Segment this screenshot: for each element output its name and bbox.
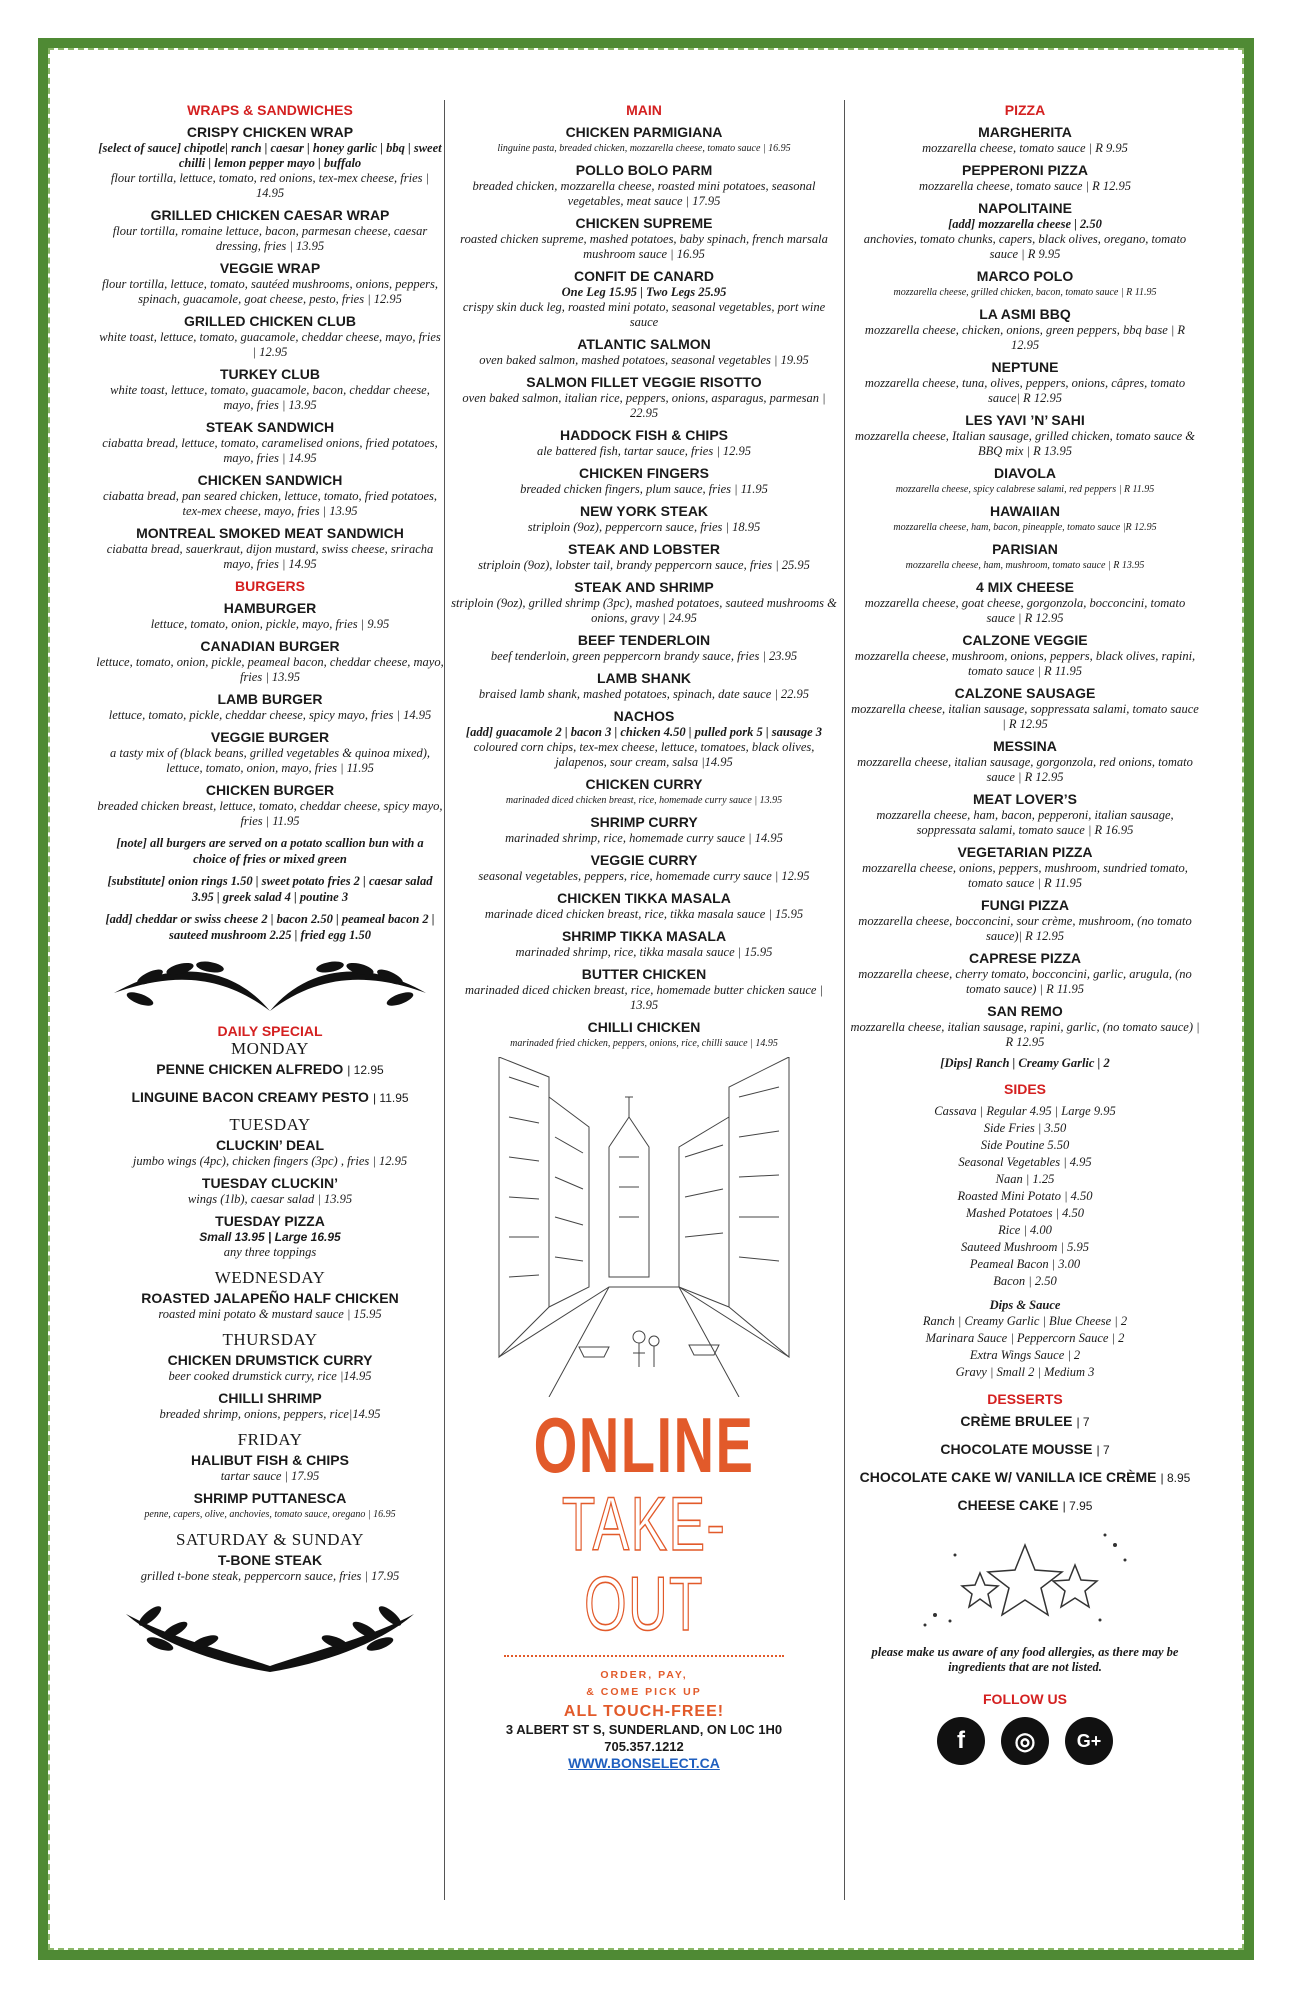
stars-decoration-icon — [905, 1525, 1145, 1635]
item-name: CANADIAN BURGER — [200, 638, 340, 654]
item-desc: mozzarella cheese, tomato sauce | R 12.95 — [919, 179, 1131, 193]
item-options: [add] guacamole 2 | bacon 3 | chicken 4.50 | pulled pork 5 | sausage 3 — [465, 725, 823, 739]
item-name: MARGHERITA — [978, 124, 1072, 140]
item-desc: braised lamb shank, mashed potatoes, spinach, date sauce | 22.95 — [478, 687, 810, 701]
side-item: Side Poutine 5.50 — [980, 1138, 1070, 1152]
item-desc: jumbo wings (4pc), chicken fingers (3pc) , fries | 12.95 — [132, 1154, 408, 1168]
menu-item — [450, 465, 838, 497]
item-desc: white toast, lettuce, tomato, guacamole, bacon, cheddar cheese, mayo, fries | 13.95 — [110, 383, 430, 412]
menu-item — [450, 632, 838, 664]
item-name: HADDOCK FISH & CHIPS — [559, 427, 728, 443]
menu-item — [850, 579, 1200, 626]
item-name: CHILLI CHICKEN — [587, 1019, 701, 1035]
item-name: LAMB BURGER — [217, 691, 323, 707]
menu-item — [96, 260, 444, 307]
menu-item — [96, 691, 444, 723]
menu-item — [850, 465, 1200, 497]
item-name: CRISPY CHICKEN WRAP — [186, 124, 354, 140]
item-name: PEPPERONI PIZZA — [961, 162, 1089, 178]
dessert-item — [850, 1469, 1200, 1487]
side-item: Peameal Bacon | 3.00 — [969, 1257, 1081, 1271]
menu-item — [450, 427, 838, 459]
item-name: HAWAIIAN — [990, 503, 1060, 519]
item-desc: mozzarella cheese, tuna, olives, peppers, onions, câpres, tomato sauce| R 12.95 — [864, 376, 1186, 405]
wraps-list — [96, 124, 444, 572]
item-desc: striploin (9oz), peppercorn sauce, fries | 18.95 — [527, 520, 761, 534]
item-desc: mozzarella cheese, spicy calabrese salami, red peppers | R 11.95 — [895, 484, 1155, 495]
item-name: STEAK SANDWICH — [205, 419, 335, 435]
menu-item — [96, 600, 444, 632]
item-options: [select of sauce] chipotle| ranch | caesar | honey garlic | bbq | sweet chilli | lemon pepper mayo | buffalo — [98, 141, 442, 170]
item-desc: mozzarella cheese, tomato sauce | R 9.95 — [922, 141, 1128, 155]
laurel-wreath-icon — [120, 1594, 420, 1674]
burgers-list — [96, 600, 444, 943]
menu-item — [96, 366, 444, 413]
menu-item — [850, 791, 1200, 838]
item-name: ATLANTIC SALMON — [577, 336, 711, 352]
laurel-divider-icon — [110, 953, 430, 1013]
item-desc: marinaded diced chicken breast, rice, homemade butter chicken sauce | 13.95 — [464, 983, 824, 1012]
menu-item — [850, 738, 1200, 785]
section-title-burgers: BURGERS — [234, 578, 305, 594]
item-name: LES YAVI ’N’ SAHI — [965, 412, 1085, 428]
menu-item — [850, 412, 1200, 459]
item-desc: flour tortilla, lettuce, tomato, red onions, tex-mex cheese, fries | 14.95 — [110, 171, 430, 200]
item-name: NACHOS — [613, 708, 675, 724]
day-wednesday: WEDNESDAY — [214, 1268, 326, 1287]
burger-note: [note] all burgers are served on a potato scallion bun with a choice of fries or mixed green — [116, 836, 424, 866]
main-list — [450, 124, 838, 1051]
item-desc: lettuce, tomato, onion, pickle, mayo, fries | 9.95 — [150, 617, 390, 631]
follow-us-title: FOLLOW US — [983, 1691, 1067, 1707]
item-name: STEAK AND LOBSTER — [568, 541, 720, 557]
item-desc: coloured corn chips, tex-mex cheese, lettuce, tomatoes, black olives, jalapenos, sour cream, salsa |14.95 — [473, 740, 815, 769]
menu-item — [450, 776, 838, 808]
item-name: BUTTER CHICKEN — [581, 966, 707, 982]
item-name: CALZONE VEGGIE — [962, 632, 1088, 648]
promo-touch-free: ALL TOUCH-FREE! — [563, 1703, 725, 1720]
item-name: TUESDAY CLUCKIN’ — [201, 1175, 339, 1191]
item-name: TURKEY CLUB — [219, 366, 321, 382]
item-name: SHRIMP PUTTANESCA — [193, 1490, 347, 1506]
menu-item — [450, 162, 838, 209]
item-desc: mozzarella cheese, cherry tomato, bocconcini, garlic, arugula, (no tomato sauce) | R 11.95 — [858, 967, 1192, 996]
item-name: CHICKEN SUPREME — [575, 215, 713, 231]
item-desc: mozzarella cheese, chicken, onions, green peppers, bbq base | R 12.95 — [864, 323, 1186, 352]
item-name: HAMBURGER — [223, 600, 317, 616]
menu-item — [450, 503, 838, 535]
website-link[interactable]: WWW.BONSELECT.CA — [568, 1755, 720, 1771]
menu-item — [850, 685, 1200, 732]
column-left — [96, 96, 444, 1684]
column-right — [850, 96, 1200, 1765]
item-options: [add] mozzarella cheese | 2.50 — [948, 217, 1102, 231]
item-name: TUESDAY PIZZA — [215, 1213, 325, 1229]
menu-item — [850, 306, 1200, 353]
menu-item — [450, 852, 838, 884]
dip-item: Gravy | Small 2 | Medium 3 — [955, 1365, 1095, 1379]
side-item: Side Fries | 3.50 — [983, 1121, 1067, 1135]
menu-item — [850, 162, 1200, 194]
item-desc: ciabatta bread, lettuce, tomato, caramelised onions, fried potatoes, mayo, fries | 14.95 — [102, 436, 438, 465]
item-desc: mozzarella cheese, ham, mushroom, tomato sauce | R 13.95 — [905, 560, 1145, 571]
menu-item — [850, 268, 1200, 300]
promo-divider — [504, 1655, 784, 1657]
menu-item — [96, 525, 444, 572]
item-desc: mozzarella cheese, Italian sausage, grilled chicken, tomato sauce & BBQ mix | R 13.95 — [854, 429, 1196, 458]
item-name: SAN REMO — [987, 1003, 1063, 1019]
item-desc: any three toppings — [223, 1245, 317, 1259]
promo-online-title: ONLINE — [533, 1401, 755, 1489]
item-name: CHICKEN PARMIGIANA — [565, 124, 723, 140]
item-desc: beef tenderloin, green peppercorn brandy sauce, fries | 23.95 — [490, 649, 798, 663]
dip-item: Marinara Sauce | Peppercorn Sauce | 2 — [925, 1331, 1125, 1345]
side-item: Seasonal Vegetables | 4.95 — [958, 1155, 1092, 1169]
side-item: Roasted Mini Potato | 4.50 — [957, 1189, 1093, 1203]
menu-item — [96, 782, 444, 829]
day-thursday: THURSDAY — [222, 1330, 318, 1349]
google-plus-icon[interactable]: G+ — [1065, 1717, 1113, 1765]
promo-takeout-title: TAKE-OUT — [561, 1482, 727, 1647]
item-name: VEGETARIAN PIZZA — [957, 844, 1093, 860]
item-desc: ciabatta bread, sauerkraut, dijon mustard, swiss cheese, sriracha mayo, fries | 14.95 — [106, 542, 434, 571]
dips-sauce-title: Dips & Sauce — [989, 1298, 1061, 1312]
desserts-list — [850, 1413, 1200, 1515]
item-name: BEEF TENDERLOIN — [577, 632, 711, 648]
item-desc: penne, capers, olive, anchovies, tomato sauce, oregano | 16.95 — [144, 1509, 396, 1520]
item-desc: tartar sauce | 17.95 — [220, 1469, 320, 1483]
column-divider — [844, 100, 845, 1900]
allergy-notice: please make us aware of any food allergies, as there may be ingredients that are not listed. — [871, 1645, 1179, 1674]
item-name: CRÈME BRULEE — [960, 1413, 1073, 1429]
menu-item — [450, 708, 838, 770]
menu-item — [450, 966, 838, 1013]
item-desc: flour tortilla, lettuce, tomato, sautéed mushrooms, onions, peppers, spinach, guacamole, goat cheese, pesto, fries | 12.95 — [102, 277, 438, 306]
section-title-desserts: DESSERTS — [987, 1391, 1063, 1407]
dips-list — [850, 1313, 1200, 1381]
column-center — [450, 96, 838, 1771]
item-desc: marinade diced chicken breast, rice, tikka masala sauce | 15.95 — [484, 907, 804, 921]
item-desc: flour tortilla, romaine lettuce, bacon, parmesan cheese, caesar dressing, fries | 13.95 — [112, 224, 428, 253]
item-desc: white toast, lettuce, tomato, guacamole, cheddar cheese, mayo, fries | 12.95 — [99, 330, 441, 359]
menu-item — [450, 124, 838, 156]
menu-item — [96, 207, 444, 254]
menu-item — [850, 632, 1200, 679]
item-name: POLLO BOLO PARM — [575, 162, 713, 178]
item-name: STEAK AND SHRIMP — [574, 579, 714, 595]
item-name: CLUCKIN’ DEAL — [215, 1137, 325, 1153]
item-name: CHICKEN SANDWICH — [197, 472, 343, 488]
item-desc: breaded chicken breast, lettuce, tomato, cheddar cheese, spicy mayo, fries | 11.95 — [97, 799, 443, 828]
item-name: CHICKEN DRUMSTICK CURRY — [167, 1352, 373, 1368]
item-desc: grilled t-bone steak, peppercorn sauce, fries | 17.95 — [140, 1569, 400, 1583]
item-price: | 8.95 — [1160, 1471, 1191, 1485]
item-name: CHICKEN BURGER — [205, 782, 335, 798]
restaurant-address: 3 ALBERT ST S, SUNDERLAND, ON L0C 1H0 — [505, 1722, 783, 1737]
item-name: 4 MIX CHEESE — [975, 579, 1075, 595]
item-name: FUNGI PIZZA — [981, 897, 1069, 913]
item-name: LAMB SHANK — [596, 670, 692, 686]
side-item: Mashed Potatoes | 4.50 — [965, 1206, 1084, 1220]
item-name: MEAT LOVER’S — [973, 791, 1077, 807]
item-desc: a tasty mix of (black beans, grilled vegetables & quinoa mixed), lettuce, tomato, onion, mayo, fries | 11.95 — [109, 746, 431, 775]
menu-item — [450, 890, 838, 922]
instagram-icon[interactable]: ◎ — [1001, 1717, 1049, 1765]
item-desc: linguine pasta, breaded chicken, mozzarella cheese, tomato sauce | 16.95 — [497, 143, 791, 154]
item-name: LA ASMI BBQ — [979, 306, 1071, 322]
item-options: Small 13.95 | Large 16.95 — [199, 1230, 341, 1244]
dessert-item — [850, 1497, 1200, 1515]
side-item: Naan | 1.25 — [995, 1172, 1055, 1186]
section-title-wraps: WRAPS & SANDWICHES — [187, 102, 353, 118]
menu-item — [450, 579, 838, 626]
menu-item — [850, 844, 1200, 891]
item-desc: roasted mini potato & mustard sauce | 15.95 — [158, 1307, 382, 1321]
menu-item — [850, 200, 1200, 262]
menu-item — [850, 503, 1200, 535]
item-name: CHILLI SHRIMP — [218, 1390, 322, 1406]
item-desc: mozzarella cheese, grilled chicken, bacon, tomato sauce | R 11.95 — [893, 287, 1157, 298]
item-desc: mozzarella cheese, mushroom, onions, peppers, black olives, rapini, tomato sauce | R 11.95 — [854, 649, 1196, 678]
item-name: CHOCOLATE CAKE W/ VANILLA ICE CRÈME — [859, 1469, 1157, 1485]
item-desc: marinaded shrimp, rice, homemade curry sauce | 14.95 — [505, 831, 783, 845]
burger-addon-note: [add] cheddar or swiss cheese 2 | bacon 2.50 | peameal bacon 2 | sauteed mushroom 2.25 | fried egg 1.50 — [105, 912, 435, 942]
item-name: CHICKEN CURRY — [585, 776, 703, 792]
item-price: | 7 — [1096, 1443, 1110, 1457]
item-name: NAPOLITAINE — [978, 200, 1072, 216]
item-name: SALMON FILLET VEGGIE RISOTTO — [526, 374, 762, 390]
item-desc: anchovies, tomato chunks, capers, black olives, oregano, tomato sauce | R 9.95 — [863, 232, 1187, 261]
item-desc: lettuce, tomato, pickle, cheddar cheese, spicy mayo, fries | 14.95 — [108, 708, 432, 722]
item-price: | 7 — [1076, 1415, 1090, 1429]
menu-item — [850, 359, 1200, 406]
item-desc: marinaded shrimp, rice, tikka masala sauce | 15.95 — [515, 945, 773, 959]
item-name: NEPTUNE — [991, 359, 1059, 375]
item-name: SHRIMP TIKKA MASALA — [561, 928, 727, 944]
item-name: LINGUINE BACON CREAMY PESTO — [131, 1089, 369, 1105]
item-desc: mozzarella cheese, onions, peppers, mushroom, sundried tomato, tomato sauce | R 11.95 — [862, 861, 1188, 890]
menu-item — [450, 814, 838, 846]
promo-order-line-1: ORDER, PAY, — [600, 1669, 688, 1681]
column-divider — [444, 100, 445, 1900]
item-desc: marinaded diced chicken breast, rice, homemade curry sauce | 13.95 — [505, 795, 783, 806]
dessert-item — [850, 1413, 1200, 1431]
burger-substitute-note: [substitute] onion rings 1.50 | sweet potato fries 2 | caesar salad 3.95 | greek salad 4 | poutine 3 — [107, 874, 433, 904]
dip-item: Ranch | Creamy Garlic | Blue Cheese | 2 — [922, 1314, 1128, 1328]
menu-item — [450, 1019, 838, 1051]
item-desc: breaded chicken fingers, plum sauce, fries | 11.95 — [520, 482, 768, 496]
item-name: CAPRESE PIZZA — [968, 950, 1081, 966]
menu-item — [96, 313, 444, 360]
menu-item — [850, 897, 1200, 944]
item-desc: oven baked salmon, mashed potatoes, seasonal vegetables | 19.95 — [479, 353, 809, 367]
facebook-icon[interactable]: f — [937, 1717, 985, 1765]
item-desc: breaded shrimp, onions, peppers, rice|14.95 — [159, 1407, 381, 1421]
menu-item — [450, 268, 838, 330]
item-name: VEGGIE BURGER — [210, 729, 330, 745]
item-name: GRILLED CHICKEN CLUB — [184, 313, 356, 329]
menu-item — [450, 670, 838, 702]
item-name: CHOCOLATE MOUSSE — [940, 1441, 1093, 1457]
pizza-list — [850, 124, 1200, 1050]
menu-item — [450, 928, 838, 960]
dessert-item — [850, 1441, 1200, 1459]
item-name: VEGGIE CURRY — [590, 852, 698, 868]
menu-item — [450, 336, 838, 368]
item-name: DIAVOLA — [994, 465, 1056, 481]
item-desc: crispy skin duck leg, roasted mini potato, seasonal vegetables, port wine sauce — [462, 300, 826, 329]
item-desc: lettuce, tomato, onion, pickle, peameal bacon, cheddar cheese, mayo, fries | 13.95 — [96, 655, 444, 684]
menu-item — [450, 374, 838, 421]
item-name: SHRIMP CURRY — [590, 814, 698, 830]
section-title-pizza: PIZZA — [1004, 102, 1046, 118]
day-weekend: SATURDAY & SUNDAY — [176, 1530, 364, 1549]
item-name: CONFIT DE CANARD — [574, 268, 714, 284]
side-item: Rice | 4.00 — [998, 1223, 1052, 1237]
item-desc: striploin (9oz), grilled shrimp (3pc), mashed potatoes, sauteed mushrooms & onions, gravy | 24.95 — [451, 596, 837, 625]
item-desc: striploin (9oz), lobster tail, brandy peppercorn sauce, fries | 25.95 — [478, 558, 810, 572]
item-price: | 12.95 — [347, 1063, 384, 1077]
street-sketch-illustration — [489, 1057, 799, 1397]
item-name: T-BONE STEAK — [217, 1552, 323, 1568]
item-options: One Leg 15.95 | Two Legs 25.95 — [561, 285, 727, 299]
restaurant-phone[interactable]: 705.357.1212 — [604, 1739, 684, 1754]
item-desc: mozzarella cheese, ham, bacon, pepperoni, italian sausage, soppressata salami, tomato sauce | R 16.95 — [876, 808, 1174, 837]
item-desc: mozzarella cheese, italian sausage, gorgonzola, red onions, tomato sauce | R 12.95 — [857, 755, 1193, 784]
item-name: VEGGIE WRAP — [219, 260, 321, 276]
menu-item — [850, 124, 1200, 156]
menu-item — [450, 215, 838, 262]
item-desc: ale battered fish, tartar sauce, fries | 12.95 — [536, 444, 752, 458]
day-monday: MONDAY — [231, 1039, 309, 1058]
item-price: | 7.95 — [1062, 1499, 1093, 1513]
item-desc: wings (1lb), caesar salad | 13.95 — [187, 1192, 353, 1206]
item-name: HALIBUT FISH & CHIPS — [191, 1452, 349, 1468]
sides-list — [850, 1103, 1200, 1290]
item-desc: ciabatta bread, pan seared chicken, lettuce, tomato, fried potatoes, tex-mex cheese, mayo, fries | 13.95 — [102, 489, 438, 518]
day-tuesday: TUESDAY — [229, 1115, 311, 1134]
dip-item: Extra Wings Sauce | 2 — [969, 1348, 1081, 1362]
item-name: MESSINA — [993, 738, 1057, 754]
item-desc: seasonal vegetables, peppers, rice, homemade curry sauce | 12.95 — [478, 869, 810, 883]
item-name: CHEESE CAKE — [957, 1497, 1059, 1513]
menu-item — [850, 950, 1200, 997]
item-name: PENNE CHICKEN ALFREDO — [156, 1061, 344, 1077]
item-name: NEW YORK STEAK — [579, 503, 709, 519]
menu-item — [850, 1003, 1200, 1050]
promo-order-line-2: & COME PICK UP — [586, 1686, 702, 1698]
menu-item — [96, 419, 444, 466]
section-title-daily: DAILY SPECIAL — [217, 1023, 323, 1039]
item-name: MONTREAL SMOKED MEAT SANDWICH — [136, 525, 404, 541]
item-desc: mozzarella cheese, italian sausage, soppressata salami, tomato sauce | R 12.95 — [851, 702, 1199, 731]
item-desc: mozzarella cheese, bocconcini, sour crème, mushroom, (no tomato sauce)| R 12.95 — [858, 914, 1192, 943]
social-links — [850, 1717, 1200, 1765]
menu-item — [96, 729, 444, 776]
item-name: MARCO POLO — [976, 268, 1074, 284]
item-name: CALZONE SAUSAGE — [954, 685, 1096, 701]
menu-item — [96, 124, 444, 201]
item-name: GRILLED CHICKEN CAESAR WRAP — [150, 207, 390, 223]
item-desc: breaded chicken, mozzarella cheese, roasted mini potatoes, seasonal vegetables, meat sauce | 17.95 — [472, 179, 816, 208]
menu-item — [96, 638, 444, 685]
item-name: CHICKEN FINGERS — [579, 465, 709, 481]
side-item: Bacon | 2.50 — [993, 1274, 1057, 1288]
item-price: | 11.95 — [372, 1091, 409, 1105]
item-name: ROASTED JALAPEÑO HALF CHICKEN — [141, 1290, 399, 1306]
item-desc: mozzarella cheese, goat cheese, gorgonzola, bocconcini, tomato sauce | R 12.95 — [864, 596, 1186, 625]
item-desc: mozzarella cheese, italian sausage, rapini, garlic, (no tomato sauce) | R 12.95 — [850, 1020, 1200, 1049]
item-name: PARISIAN — [992, 541, 1058, 557]
item-desc: mozzarella cheese, ham, bacon, pineapple, tomato sauce |R 12.95 — [893, 522, 1157, 533]
item-desc: marinaded fried chicken, peppers, onions, rice, chilli sauce | 14.95 — [510, 1038, 778, 1049]
item-desc: beer cooked drumstick curry, rice |14.95 — [168, 1369, 372, 1383]
side-item: Sauteed Mushroom | 5.95 — [961, 1240, 1089, 1254]
item-name: CHICKEN TIKKA MASALA — [557, 890, 731, 906]
side-item: Cassava | Regular 4.95 | Large 9.95 — [934, 1104, 1116, 1118]
menu-item — [450, 541, 838, 573]
item-desc: oven baked salmon, italian rice, peppers, onions, asparagus, parmesan | 22.95 — [462, 391, 826, 420]
item-desc: roasted chicken supreme, mashed potatoes, baby spinach, french marsala mushroom sauce | 16.95 — [460, 232, 828, 261]
day-friday: FRIDAY — [237, 1430, 303, 1449]
menu-item — [850, 541, 1200, 573]
menu-item — [96, 472, 444, 519]
pizza-dips: [Dips] Ranch | Creamy Garlic | 2 — [940, 1056, 1110, 1070]
section-title-main: MAIN — [626, 102, 662, 118]
section-title-sides: SIDES — [1003, 1081, 1046, 1097]
